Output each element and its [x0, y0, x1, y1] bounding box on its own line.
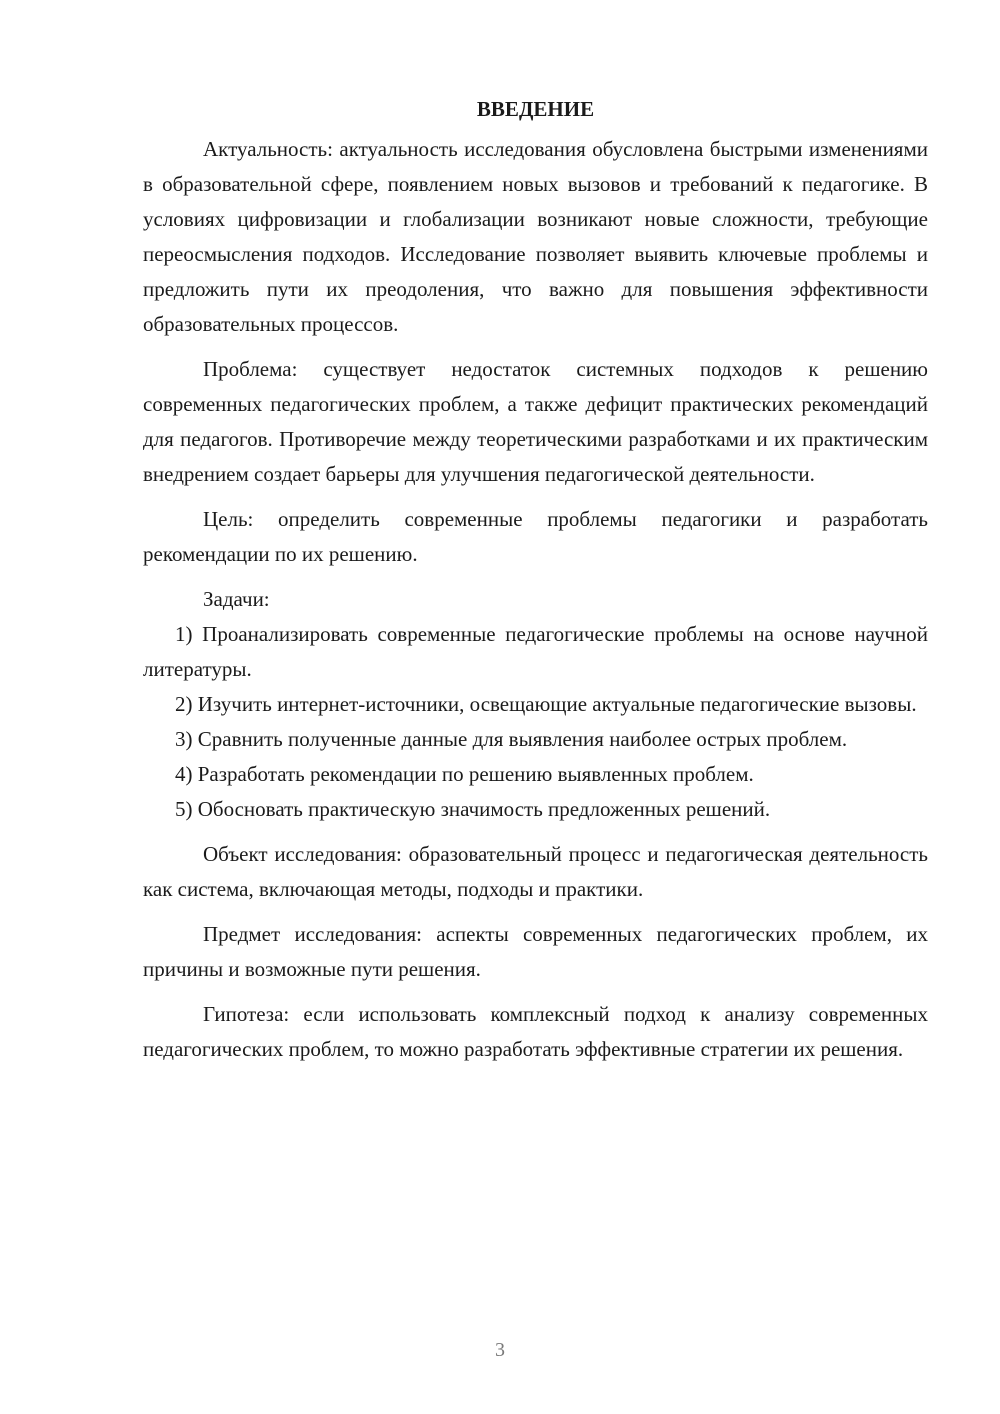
task-item-3: 3) Сравнить полученные данные для выявления наиболее острых проблем. [175, 727, 848, 751]
page-number: 3 [495, 1339, 505, 1361]
task-item-1: 1) Проанализировать современные педагогические проблемы на основе научной литературы. [143, 622, 928, 681]
paragraph-problem: Проблема: существует недостаток системных подходов к решению современных педагогических проблем, а также дефицит практических рекомендаций для педагогов. Противоречие между теоретическими разработками и их практическим внедрением создает барьеры для улучшения педагогической деятельности. [143, 357, 928, 486]
task-item-5: 5) Обосновать практическую значимость предложенных решений. [175, 797, 771, 821]
paragraph-goal: Цель: определить современные проблемы педагогики и разработать рекомендации по их решению. [143, 507, 928, 566]
paragraph-hypothesis: Гипотеза: если использовать комплексный подход к анализу современных педагогических проблем, то можно разработать эффективные стратегии их решения. [143, 1002, 928, 1061]
section-title: ВВЕДЕНИЕ [476, 97, 595, 121]
paragraph-tasks-heading: Задачи: [203, 587, 270, 611]
task-item-2: 2) Изучить интернет-источники, освещающие актуальные педагогические вызовы. [175, 692, 917, 716]
paragraph-object: Объект исследования: образовательный процесс и педагогическая деятельность как система, включающая методы, подходы и практики. [143, 842, 928, 901]
paragraph-relevance: Актуальность: актуальность исследования обусловлена быстрыми изменениями в образовательной сфере, появлением новых вызовов и требований к педагогике. В условиях цифровизации и глобализации возникают новые сложности, требующие переосмысления подходов. Исследование позволяет выявить ключевые проблемы и предложить пути их преодоления, что важно для повышения эффективности образовательных процессов. [143, 137, 928, 336]
task-item-4: 4) Разработать рекомендации по решению выявленных проблем. [175, 762, 754, 786]
paragraph-subject: Предмет исследования: аспекты современных педагогических проблем, их причины и возможные пути решения. [143, 922, 928, 981]
page-content [143, 92, 928, 1067]
